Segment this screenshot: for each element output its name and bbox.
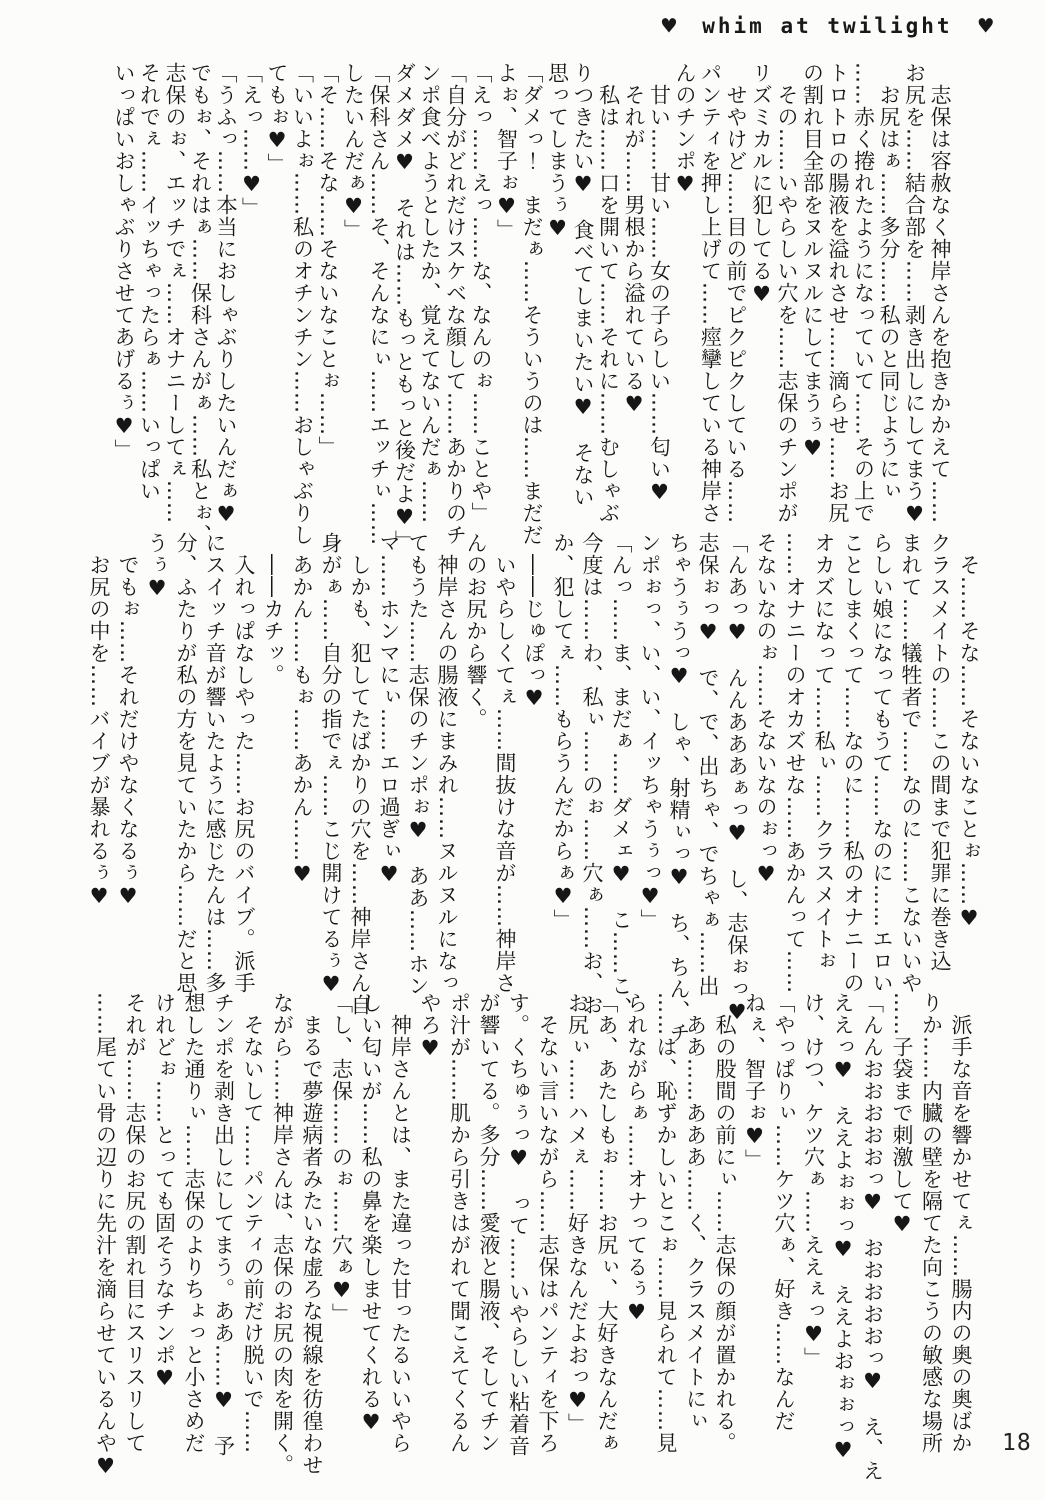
text-line: ながら……神岸さんは、志保のお尻の肉を開く。 [270, 992, 295, 1476]
text-line: け、けつ、ケツ穴ぁ……ええぇっ♥」 [801, 992, 826, 1369]
text-line: らしい娘になってもうて……なのに……エロい [870, 532, 894, 994]
text-line: す。くちゅぅっ♥ って……いやらしい粘着音 [506, 992, 531, 1457]
text-line: まるで夢遊病者みたいな虚ろな視線を彷徨わせ [300, 992, 324, 1476]
text-line: ポ汁が……肌から引きはがれて聞こえてくるん [447, 992, 472, 1454]
text-line: ダメダメ♥ それは……もっともっと後だよ♥」 [392, 62, 417, 552]
text-line: しかも、犯してたばかりの穴を……神岸さん自 [348, 532, 372, 1016]
text-line: にスイッチ音が響いたように感じたんは……多 [203, 532, 227, 994]
text-line: 「自分がどれだけスケベな顔して……あかりのチ [443, 62, 468, 546]
text-line: 思ってしまうぅ♥ [545, 62, 570, 241]
text-line: ……赤く捲れたようになっていて……その上で [851, 62, 876, 524]
text-line: チンポを剥き出しにしてまう。ああ……♥ 予 [211, 992, 236, 1457]
text-line: か、犯してぇ……もらうんだからぁ♥」 [551, 532, 575, 931]
text-line: られながらぁ……オナってるぅ♥ [624, 992, 649, 1325]
text-line: 派手な音を響かせてぇ……腸内の奥の奥ばか [949, 992, 973, 1454]
page-header [662, 12, 993, 40]
text-line: ……尾てい骨の辺りに先汁を滴らせているんや♥ [93, 992, 118, 1479]
page-number: 18 [1002, 1430, 1032, 1456]
text-line: でもぉ……それだけやなくなるぅ♥ [116, 532, 140, 909]
text-line: 「えっ……♥」 [239, 62, 264, 219]
text-line: パンティを押し上げて……痙攣している神岸さ [698, 62, 723, 524]
text-line: 身がぁ……自分の指でぇ……こじ開けてるぅ♥ [319, 532, 343, 997]
text-line: りか……内臓の壁を隔てた向こうの敏感な場所 [919, 992, 944, 1454]
text-line: 甘い……甘い……女の子らしい……匂い♥ [647, 62, 672, 505]
text-line: リズミカルに犯してる♥ [749, 62, 774, 307]
text-line: 「んんおおおおおっ♥ おおおおおっ♥ え、え [860, 992, 885, 1482]
text-line: お尻を……結合部を……剥き出しにしてまう♥ [902, 62, 927, 527]
text-line: の割れ目全部をヌルヌルにしてまうぅ♥ [800, 62, 825, 461]
text-line: そない言いながら……志保はパンティを下ろ [536, 992, 560, 1454]
text-line: けれどぉ……とっても固そうなチンポ♥ [152, 992, 177, 1391]
text-line: 入れっぱなしやった……お尻のバイブ。派手 [232, 532, 256, 994]
text-line: やろ♥ [418, 992, 442, 1061]
text-line: 私の股間の前にぃ……志保の顔が置かれる。 [713, 992, 737, 1454]
text-line: そ……そな……そないなことぉ……♥ [957, 532, 981, 931]
text-line: ンポぉっ、い、い、イッちゃうぅっ♥」 [638, 532, 662, 931]
text-line: 「あ、あたしもぉ……お尻ぃ、大好きなんだぁ [595, 992, 619, 1454]
text-line: 「んあっ♥ んんあああぁっ♥ し、志保ぉっ♥ [725, 532, 749, 1025]
text-line: 神岸さんとは、また違った甘ったるいいやら [388, 992, 413, 1454]
text-line: 「そ……そな……そないなことぉ……」 [316, 62, 340, 458]
text-line: お尻はぁ……多分……私のと同じようにぃ [877, 62, 901, 502]
text-line: 想した通りぃ……志保のよりちょっと小さめだ [182, 992, 206, 1454]
text-line: 「いいよぉ……私のオチンチン……おしゃぶりし [290, 62, 315, 546]
text-line: 「し、志保……のぉ……穴ぁ♥」 [329, 992, 354, 1325]
text-line: まれて……犠牲者で……なのに……こないいや [899, 532, 923, 994]
text-line: ……子袋まで刺激して♥ [890, 992, 914, 1237]
text-line: いやらしくてぇ……間抜けな音が……神岸さ [493, 532, 517, 994]
text-line: トロトロの腸液を溢れさせ……滴らせ……お尻 [826, 62, 850, 524]
heart-icon-right: ♥ [978, 12, 993, 40]
text-block-bottom [90, 992, 975, 1482]
text-line: ねぇ、智子ぉ♥」 [742, 992, 767, 1171]
text-line: 今度は……わ、私ぃ……のぉ……穴ぁ……お、お [580, 532, 604, 1016]
text-line: その……いやらしい穴を……志保のチンポが [775, 62, 799, 524]
text-line: 神岸さんの腸液にまみれ……ヌルヌルになっ [435, 532, 459, 994]
text-line: それが……男根から溢れている♥ [622, 62, 646, 417]
text-line: そないなのぉ……そないなのぉっ♥ [754, 532, 778, 887]
text-line: りつきたい♥ 食べてしまいたい♥ そない [571, 62, 595, 508]
text-line: が響いてる。多分……愛液と腸液、そしてチン [477, 992, 501, 1454]
text-line: ンポ食べようとしたか、覚えてないんだぁ…… [418, 62, 442, 524]
text-line: てもぉ♥」 [265, 62, 289, 175]
text-line: 分、ふたりが私の方を見ていたから……だと思 [174, 532, 198, 994]
text-line: うぅ♥ [145, 532, 169, 601]
text-line: 志保ぉっ♥ で、で、出ちゃ、でちゃぁ……出 [696, 532, 720, 997]
text-line: いっぱいおしゃぶりさせてあげるぅ♥」 [112, 62, 136, 461]
text-line: てもうた……志保のチンポぉ♥ ああ……ホン [406, 532, 430, 997]
text-line: ああ……あああ……く、クラスメイトにぃ [683, 992, 708, 1432]
text-line: 「んっ……ま、まだぁ……ダメェ♥ こ……こ、 [609, 532, 633, 1019]
text-line: 「保科さん……そ、そんなにぃ……エッチぃ…… [367, 62, 391, 546]
text-block-top [111, 62, 953, 552]
text-line: それが……志保のお尻の割れ目にスリスリして [123, 992, 147, 1454]
text-line: 「やっぱりぃ……ケツ穴ぁ、好き……なんだ [772, 992, 796, 1432]
text-line: でもぉ、それはぁ……保科さんがぁ……私とぉ、 [188, 62, 213, 546]
text-line: それでぇ……イッちゃったらぁ……いっぱい [137, 62, 162, 502]
text-line: ……オナニーのオカズせな……あかんって…… [783, 532, 807, 994]
text-line: 志保のぉ、エッチでぇ……オナニーしてぇ…… [163, 62, 187, 524]
text-line: 私は……口を開いて……それに……むしゃぶ [596, 62, 621, 524]
text-line: マ……ホンマにぃ……エロ過ぎぃ♥ [377, 532, 401, 887]
text-line: 「ダメっ！ まだぁ……そういうのは……まだだ [520, 62, 544, 546]
page-header-title: whim at twilight [702, 14, 953, 38]
text-line: 「うふっ……本当におしゃぶりしたいんだぁ♥ [214, 62, 238, 527]
text-line: ……は、恥ずかしいとこぉ……見られて……見 [654, 992, 678, 1454]
text-line: んのお尻から響く。 [464, 532, 488, 730]
text-line: しい匂いが……私の鼻を楽しませてくれる♥ [359, 992, 383, 1435]
heart-icon-left: ♥ [661, 12, 677, 40]
text-line: よぉ、智子ぉ♥」 [494, 62, 519, 241]
text-line: 志保は容赦なく神岸さんを抱きかかえて…… [928, 62, 952, 524]
text-line: あかん……もぉ……あかん……♥ [290, 532, 314, 887]
text-line: オカズになって……私ぃ……クラスメイトぉ [812, 532, 836, 972]
text-line: クラスメイトの……この間まで犯罪に巻き込 [928, 532, 952, 972]
text-line: ええっ♥ ええよぉぉっ♥ ええよおぉぉっ♥ [831, 992, 855, 1463]
text-line: お尻ぃ……ハメぇ……好きなんだよおっ♥」 [565, 992, 590, 1435]
text-line: んのチンポ♥ [673, 62, 697, 197]
text-line: せやけど……目の前でピクピクしている…… [724, 62, 748, 524]
text-line: 「えっ……えっ……な、なんのぉ……ことや」 [469, 62, 493, 524]
text-line: したいんだぁ♥」 [341, 62, 366, 241]
text-line: お尻の中を……バイブが暴れるぅ♥ [87, 532, 111, 909]
text-line: ――じゅぽっ♥ [522, 532, 546, 711]
text-line: ことしまくって……なのに……私のオナニーの [841, 532, 865, 994]
text-line: ――カチッ。 [261, 532, 285, 686]
text-line: そないして……パンティの前だけ脱いで…… [241, 992, 265, 1454]
text-line: ちゃうぅうっ♥ しゃ、射精ぃっ♥ ち、ちん、チ [667, 532, 691, 1044]
